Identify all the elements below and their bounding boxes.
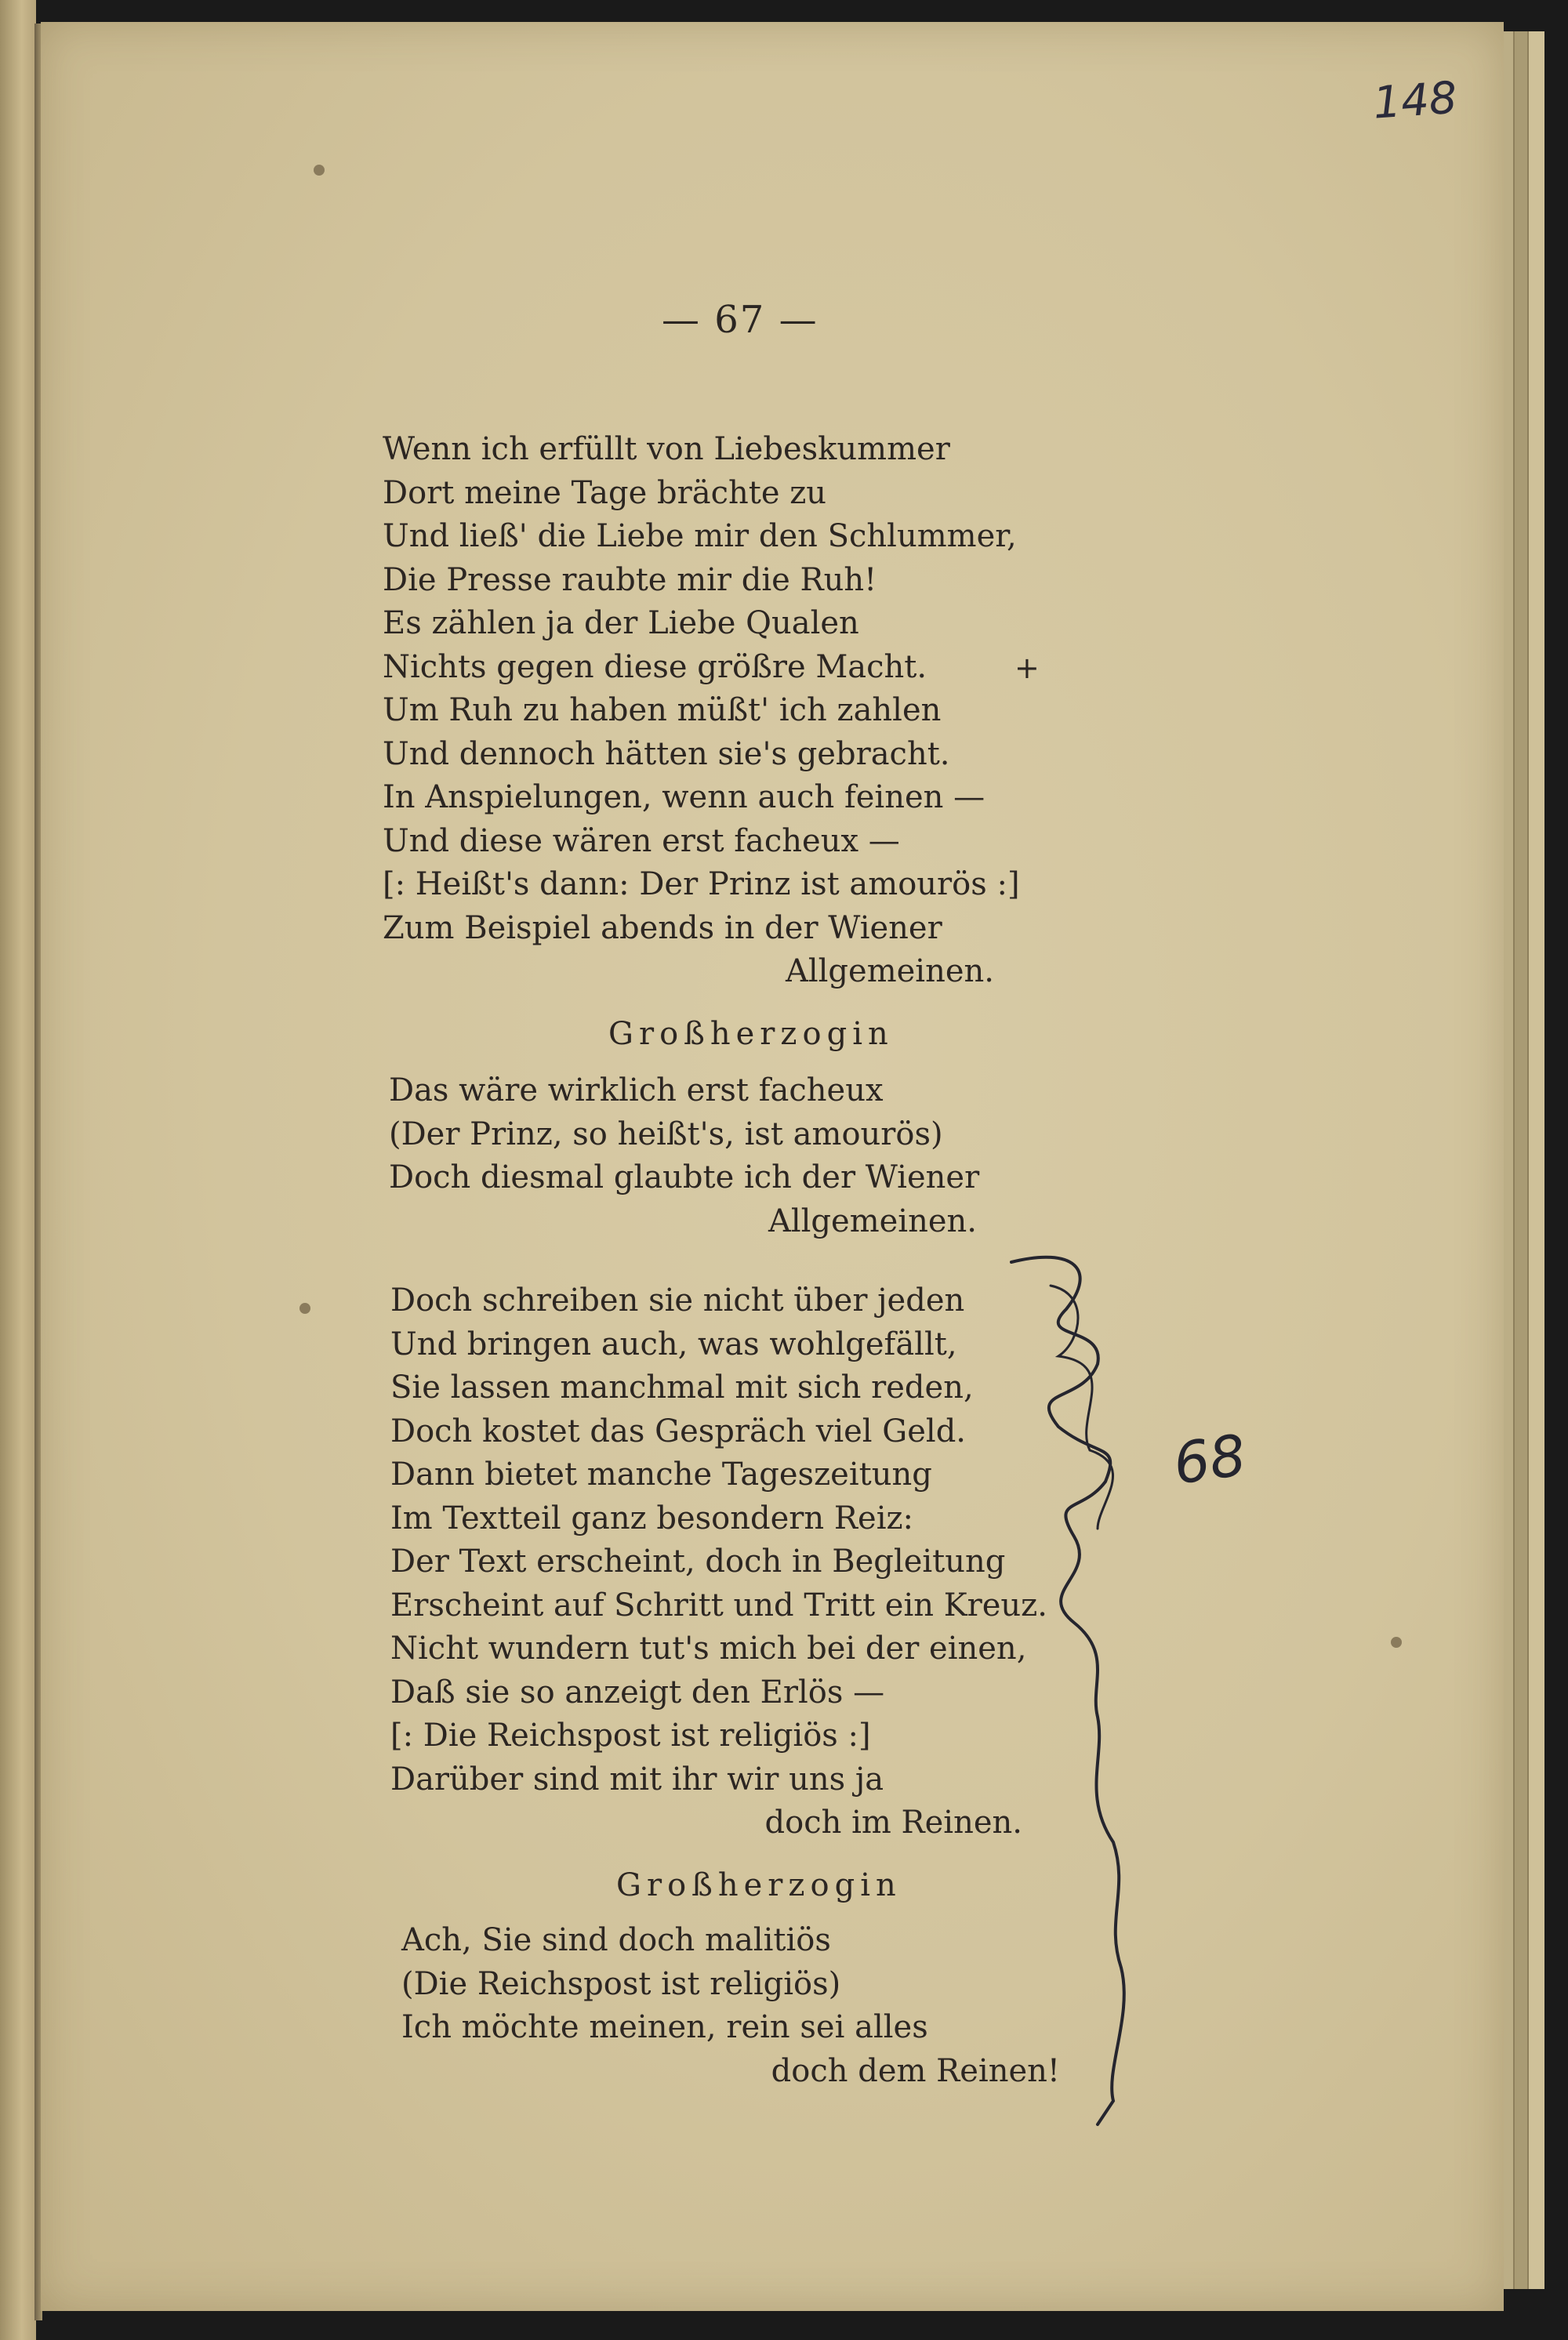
paper-spot <box>1391 1637 1402 1648</box>
verse-line: Darüber sind mit ihr wir uns ja <box>390 1761 884 1798</box>
annotation-number: 68 <box>1169 1421 1250 1497</box>
page-number: — 67 — <box>662 298 818 342</box>
verse-line: Die Presse raubte mir die Ruh! <box>383 561 877 598</box>
verse-line: Nicht wundern tut's mich bei der einen, <box>390 1631 1027 1667</box>
stanza-2 <box>389 1069 985 1243</box>
verse-line: Erscheint auf Schritt und Tritt ein Kreuz. <box>390 1587 1047 1623</box>
verse-line: [: Die Reichspost ist religiös :] <box>390 1718 871 1754</box>
verse-line: Sie lassen manchmal mit sich reden, <box>390 1370 974 1406</box>
verse-line: Und bringen auch, was wohlgefällt, <box>390 1326 957 1362</box>
verse-line: Ach, Sie sind doch malitiös <box>401 1922 831 1958</box>
pencil-scribble <box>1011 1257 1124 2124</box>
verse-line: Dort meine Tage brächte zu <box>383 474 827 511</box>
verse-line-continuation: doch im Reinen. <box>764 1805 1022 1841</box>
verse-line-continuation: Allgemeinen. <box>768 1203 977 1239</box>
verse-line: Nichts gegen diese größre Macht. <box>383 648 927 685</box>
pencil-scribble <box>1051 1286 1113 1529</box>
verse-line: Doch kostet das Gespräch viel Geld. <box>390 1413 967 1449</box>
verse-line: Das wäre wirklich erst facheux <box>389 1072 884 1108</box>
verse-line: [: Heißt's dann: Der Prinz ist amourös :] <box>383 866 1020 902</box>
verse-line: Es zählen ja der Liebe Qualen <box>383 605 859 641</box>
verse-line: Doch schreiben sie nicht über jeden <box>390 1282 965 1319</box>
verse-line: (Der Prinz, so heißt's, ist amourös) <box>389 1116 943 1152</box>
stanza-4 <box>401 1919 1060 2093</box>
verse-line: Und ließ' die Liebe mir den Schlummer, <box>383 518 1017 554</box>
stanza-3 <box>390 1279 1057 1845</box>
verse-line: In Anspielungen, wenn auch feinen — <box>383 779 985 815</box>
verse-line: (Die Reichspost ist religiös) <box>401 1965 841 2002</box>
stanza-1 <box>383 428 1025 994</box>
verse-line: Ich möchte meinen, rein sei alles <box>401 2009 928 2045</box>
verse-line: Und diese wären erst facheux — <box>383 822 900 859</box>
verse-line: Um Ruh zu haben müßt' ich zahlen <box>383 692 942 728</box>
paper-spot <box>299 1303 310 1314</box>
page-stack-edge <box>1527 31 1544 2289</box>
previous-page-edge <box>0 0 36 2340</box>
verse-line-continuation: Allgemeinen. <box>785 953 994 989</box>
verse-line: Dann bietet manche Tageszeitung <box>390 1457 932 1493</box>
speaker-name: Großherzogin <box>608 1016 894 1052</box>
verse-line: Wenn ich erfüllt von Liebeskummer <box>383 431 950 467</box>
verse-line: Der Text erscheint, doch in Begleitung <box>390 1544 1006 1580</box>
verse-line: Zum Beispiel abends in der Wiener <box>383 909 942 946</box>
margin-plus-mark: + <box>1014 651 1040 685</box>
verse-line: Doch diesmal glaubte ich der Wiener <box>389 1159 980 1195</box>
handwritten-annotation <box>1004 1246 1270 2132</box>
verse-line: Und dennoch hätten sie's gebracht. <box>383 735 950 772</box>
speaker-name: Großherzogin <box>616 1867 902 1903</box>
verse-line-continuation: doch dem Reinen! <box>771 2052 1060 2089</box>
verse-line: Daß sie so anzeigt den Erlös — <box>390 1674 885 1711</box>
verse-line: Im Textteil ganz besondern Reiz: <box>390 1500 914 1536</box>
handwritten-folio-number: 148 <box>1371 72 1459 129</box>
paper-spot <box>314 165 325 176</box>
